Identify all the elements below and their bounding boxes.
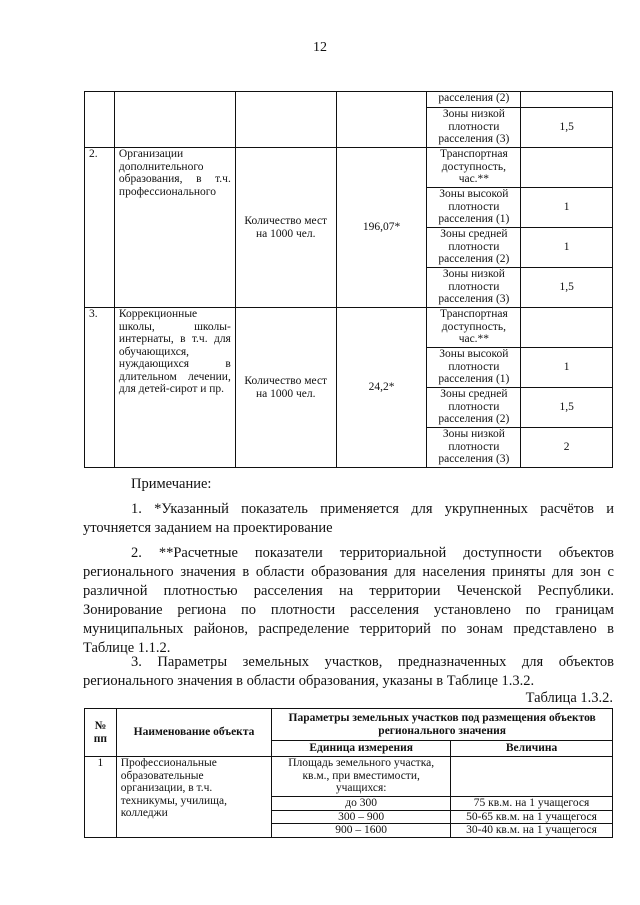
value-cell: 30-40 кв.м. на 1 учащегося (451, 824, 613, 838)
row-number: 3. (85, 308, 115, 468)
zone-value: 1 (521, 348, 613, 388)
row-number: 2. (85, 148, 115, 308)
object-name: Коррекционные школы, школы-интернаты, в т.ч. для обучающихся, нуждающихся в длительном лечении, для детей-сирот и пр. (114, 308, 235, 468)
note-3: 3. Параметры земельных участков, предназначенных для объектов регионального значения в области образования, указаны в Таблице 1.3.2. (83, 654, 614, 689)
header-unit: Единица измерения (272, 741, 451, 757)
zone-label: Зоны средней плотности расселения (2) (427, 228, 521, 268)
zone-label: Зоны средней плотности расселения (2) (427, 388, 521, 428)
row-number: 1 (85, 757, 117, 838)
header-name: Наименование объекта (116, 709, 272, 757)
zone-value: 1,5 (521, 388, 613, 428)
zone-label: Зоны высокой плотности расселения (1) (427, 348, 521, 388)
zone-label: Зоны высокой плотности расселения (1) (427, 188, 521, 228)
zone-value (521, 92, 613, 108)
page-number: 12 (313, 40, 327, 55)
value-cell (451, 757, 613, 797)
header-num: № пп (85, 709, 117, 757)
header-params: Параметры земельных участков под размещения объектов регионального значения (272, 709, 613, 741)
header-value: Величина (451, 741, 613, 757)
cont-value-cell (336, 92, 427, 148)
value-cell: 50-65 кв.м. на 1 учащегося (451, 810, 613, 824)
note-1: 1. *Указанный показатель применяется для укрупненных расчётов и уточняется заданием на проектирование (83, 501, 614, 536)
zone-label: Зоны низкой плотности расселения (3) (427, 108, 521, 148)
cont-num-cell (85, 92, 115, 148)
land-parameters-table (84, 708, 613, 838)
cont-name-cell (114, 92, 235, 148)
zone-label: Зоны низкой плотности расселения (3) (427, 268, 521, 308)
object-name: Профессиональные образовательные организации, в т.ч. техникумы, училища, колледжи (116, 757, 272, 838)
value-cell: 75 кв.м. на 1 учащегося (451, 797, 613, 811)
access-value (521, 308, 613, 348)
zone-value: 1,5 (521, 268, 613, 308)
unit-cell: 300 – 900 (272, 810, 451, 824)
access-label: Транспортная доступность, час.** (427, 308, 521, 348)
unit-cell: Количество мест на 1000 чел. (235, 148, 336, 308)
education-objects-table (84, 91, 613, 468)
zone-value: 2 (521, 428, 613, 468)
value-cell: 24,2* (336, 308, 427, 468)
value-cell: 196,07* (336, 148, 427, 308)
cont-unit-cell (235, 92, 336, 148)
zone-label: Зоны низкой плотности расселения (3) (427, 428, 521, 468)
table-caption: Таблица 1.3.2. (525, 690, 613, 706)
unit-cell: до 300 (272, 797, 451, 811)
object-name: Организации дополнительного образования, в т.ч. профессионального (114, 148, 235, 308)
notes-heading: Примечание: (131, 476, 212, 492)
zone-value: 1,5 (521, 108, 613, 148)
note-2: 2. **Расчетные показатели территориальной доступности объектов регионального значения в области образования для населения приняты для зон с различной плотностью расселения на территории Чеченской Республики. Зонирование региона по плотности расселения установлено по границам муниципальных районов, распределение территорий по зонам представлено в Таблице 1.1.2. (83, 545, 614, 656)
zone-value: 1 (521, 228, 613, 268)
unit-heading: Площадь земельного участка, кв.м., при вместимости, учащихся: (272, 757, 451, 797)
zone-label: расселения (2) (427, 92, 521, 108)
unit-cell: 900 – 1600 (272, 824, 451, 838)
unit-cell: Количество мест на 1000 чел. (235, 308, 336, 468)
access-value (521, 148, 613, 188)
access-label: Транспортная доступность, час.** (427, 148, 521, 188)
zone-value: 1 (521, 188, 613, 228)
